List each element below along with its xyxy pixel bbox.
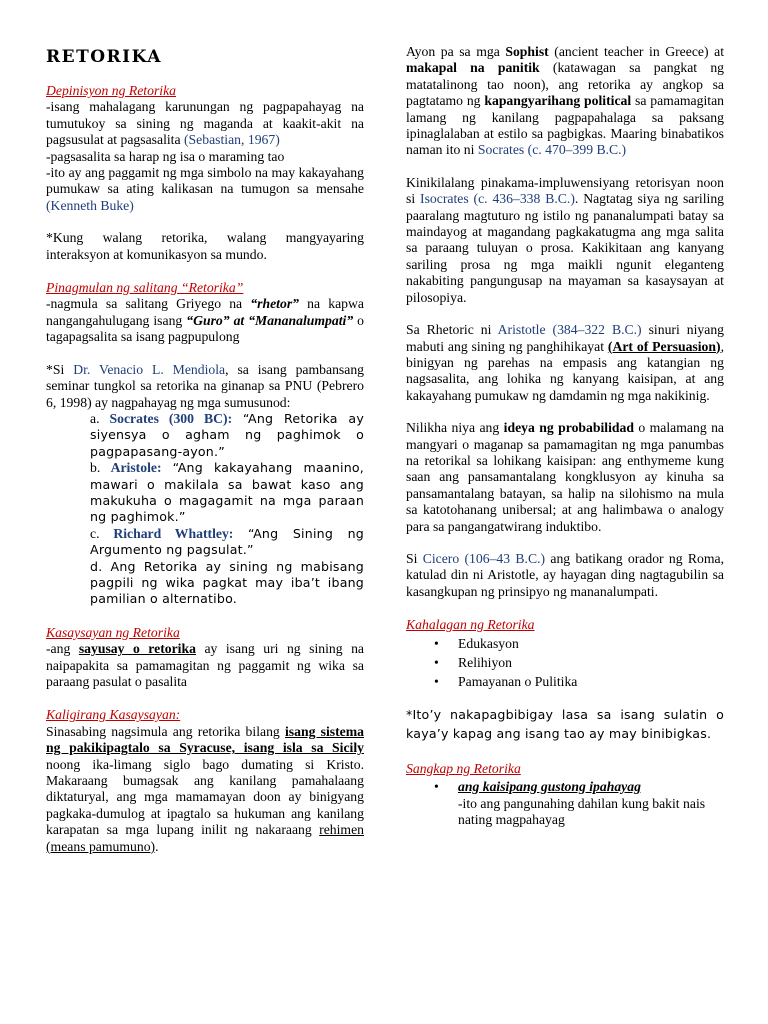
text: o tagapagsalita sa isang pagpupulong (46, 312, 364, 345)
text: , binigyan ng parehas na empasis ang katangian ng nagsasalita, ang lohika ng kanyang kaisipan, at ang kakayahang pumukaw ng damdamin ng mga nakikinig. (406, 338, 724, 403)
paragraph (46, 362, 364, 411)
section-heading-kaligirang: Kaligirang Kasaysayan: (46, 707, 181, 723)
person-name: Isocrates (c. 436–338 B.C.) (420, 191, 575, 207)
paragraph (46, 724, 364, 855)
list-item (406, 777, 724, 796)
text: Sa Rhetoric ni (406, 322, 498, 338)
section-heading-sangkap: Sangkap ng Retorika (406, 760, 521, 776)
text: *Si (46, 361, 74, 377)
list-item: d. Ang Retorika ay sining ng mabisang pagpili ng wika pagkat may iba’t ibang pamilian o alternatibo. (90, 558, 364, 607)
bullet-dot-icon: • (434, 673, 439, 689)
section-heading-pinagmulan: Pinagmulan ng salitang “Retorika” (46, 280, 244, 296)
paragraph (46, 296, 364, 345)
text: ay isang uri ng sining na naipapakita sa pamamagitan ng paggamit ng wika sa paraang pasulat o pasalita (46, 641, 365, 689)
list-item-label: ang kaisipang gustong ipahayag (458, 779, 641, 794)
text: Nilikha niya ang (406, 420, 504, 436)
person-name: Aristotle (384–322 B.C.) (497, 322, 642, 338)
text: . Nagtatag siya ng sariling paaralang magtuturo ng istilo ng pananalumpati batay sa maindayog at magandang pagkakatugma ang mga salita sa paraang tuluyan o prosa. Kakikitaan ang kanyang sariling prosa ng mga maikli ngunit eleganteng nakabiting pangungusap na mayaman sa kasaysayan at pilosopiya. (406, 191, 725, 305)
text: Sinasabing nagsimula ang retorika bilang (46, 723, 285, 739)
note: *Kung walang retorika, walang mangyayaring interaksyon at komunikasyon sa mundo. (46, 230, 364, 262)
person-name: Aristole: (110, 460, 162, 476)
list-item (90, 460, 364, 526)
text: sa pamamagitan lamang ng kanilang pagpapahalaga sa paksang ipinaglalaban at estilo sa pagbigkas. Maaring binabatikos naman ito ni (406, 93, 724, 158)
bullet-dot-icon: • (434, 635, 439, 651)
list-item-label: Relihiyon (458, 654, 512, 670)
text: Ayon pa sa mga (406, 44, 506, 59)
section-heading-depinisyon: Depinisyon ng Retorika (46, 83, 177, 98)
label: a. (90, 410, 110, 426)
list-item (90, 526, 364, 559)
text: noong ika-limang siglo bago dumating si Kristo. Makaraang bumagsak ang kanilang pamahalaang diktaturyal, ang mga mamamayan doon ay binigyang pagkaka-dumulog at ipagtalo sa hukuman ang kanilang karapatan sa mga lupang inilit ng nakaraang (46, 756, 364, 838)
person-name: Dr. Venacio L. Mendiola (73, 361, 226, 377)
text: -ito ay ang paggamit ng mga simbolo na may kakayahang pumukaw sa ating kalikasan na tumugon sa mensahe (46, 165, 364, 197)
note: *Ito’y nakapagbibigay lasa sa isang sulatin o kaya’y kapag ang isang tao ay may binibigkas. (406, 706, 724, 741)
label: c. (90, 525, 114, 541)
term: (Art of Persuasion) (607, 338, 721, 354)
text: , sa isang pambansang seminar tungkol sa retorika na ginanap sa PNU (Pebrero 6, 1998) ay nagpahayag ng mga sumusunod: (46, 361, 365, 410)
term: sayusay o retorika (78, 641, 196, 657)
bullet-list (406, 777, 724, 796)
paragraph (46, 641, 364, 690)
bullet-dot-icon: • (434, 654, 439, 670)
person-name: Socrates (300 BC): (109, 410, 233, 426)
paragraph (406, 420, 724, 535)
label: b. (90, 460, 111, 476)
quote: “Ang kakayahang maanino, mawari o makilala sa bawat kaso ang makukuha o magagamit na mga paraan ng paghimok.” (90, 460, 364, 525)
term: kapangyarihang political (484, 93, 632, 109)
list-item (90, 411, 364, 460)
person-name: Socrates (c. 470–399 B.C.) (477, 142, 627, 158)
term: rehimen (means pamumuno) (46, 822, 364, 854)
text: na kapwa nangangahulugang isang (46, 296, 364, 328)
term: makapal na panitik (406, 60, 540, 76)
citation: (Sebastian, 1967) (183, 132, 280, 148)
paragraph (46, 165, 364, 214)
text: -nagmula sa salitang Griyego na (46, 296, 251, 312)
text: o malamang na mangyari o maganap sa pamamagitan ng mga panumbas na retorikal sa lohikang kaisipan: ang enthymeme kung saan ang pansamantalang kongklusyon ay kinuha sa pansamantalang batayan, sa halip na silohismo na mula sa katotohanang unibersal; at ang halimbawa o analogy para sa pangangatwirang induktibo. (406, 420, 725, 534)
list-item-label: Pamayanan o Pulitika (458, 673, 578, 689)
list-item (406, 634, 724, 653)
paragraph (406, 175, 724, 306)
list-item-description: -ito ang pangunahing dahilan kung bakit nais nating magpahayag (458, 796, 706, 828)
section-heading-kahalagan: Kahalagan ng Retorika (406, 617, 535, 633)
page-title: RETORIKA (46, 47, 162, 67)
paragraph (406, 44, 724, 159)
list-item (406, 672, 724, 691)
quote: “Ang Retorika ay siyensya o agham ng paghimok o pagpapasang-ayon.” (90, 410, 364, 459)
text: . (155, 838, 159, 854)
quote: “Ang Sining ng Argumento ng pagsulat.” (90, 525, 364, 558)
term: isang sistema ng pakikipagtalo sa Syracuse, isang isla sa Sicily (46, 723, 364, 756)
term: “rhetor” (250, 296, 299, 312)
term: Sophist (505, 44, 549, 59)
list-item-label: Edukasyon (458, 635, 519, 651)
text: Kinikilalang pinakama-impluwensiyang retorisyan noon si (406, 174, 724, 207)
text: (katawagan sa pangkat ng matatalinong tao noon), ang retorika ay angkop sa pagtatamo ng (406, 60, 725, 109)
right-column (406, 44, 724, 829)
paragraph (406, 322, 724, 404)
text: -isang mahalagang karunungan ng pagpapahayag na tumutukoy sa sining ng maganda at kaakit-akit na pagsusulat at pagsasalita (46, 99, 364, 148)
person-name: Cicero (106–43 B.C.) (422, 550, 546, 566)
person-name: Richard Whattley: (113, 525, 234, 541)
paragraph (46, 99, 364, 148)
text: (ancient teacher in Greece) at (548, 44, 724, 59)
left-column (46, 83, 364, 855)
text: ang batikang orador ng Roma, katulad din ni Aristotle, ay hayagan ding nagtagubilin sa kasangkupan ng prinsipyo ng mananalumpati. (406, 550, 724, 599)
term: “Guro” at “Mananalumpati” (186, 312, 354, 328)
text: -ang (46, 641, 79, 657)
bullet-list (406, 634, 724, 691)
bullet-dot-icon: • (434, 779, 439, 794)
paragraph: -pagsasalita sa harap ng isa o maraming tao (46, 148, 285, 164)
text: Si (406, 550, 423, 566)
term: ideya ng probabilidad (503, 420, 634, 436)
list-item (406, 653, 724, 672)
citation: (Kenneth Buke) (46, 197, 134, 213)
section-heading-kasaysayan: Kasaysayan ng Retorika (46, 624, 180, 640)
paragraph (406, 551, 724, 600)
text: sinuri niyang mabuti ang sining ng panghihikayat (406, 322, 725, 354)
